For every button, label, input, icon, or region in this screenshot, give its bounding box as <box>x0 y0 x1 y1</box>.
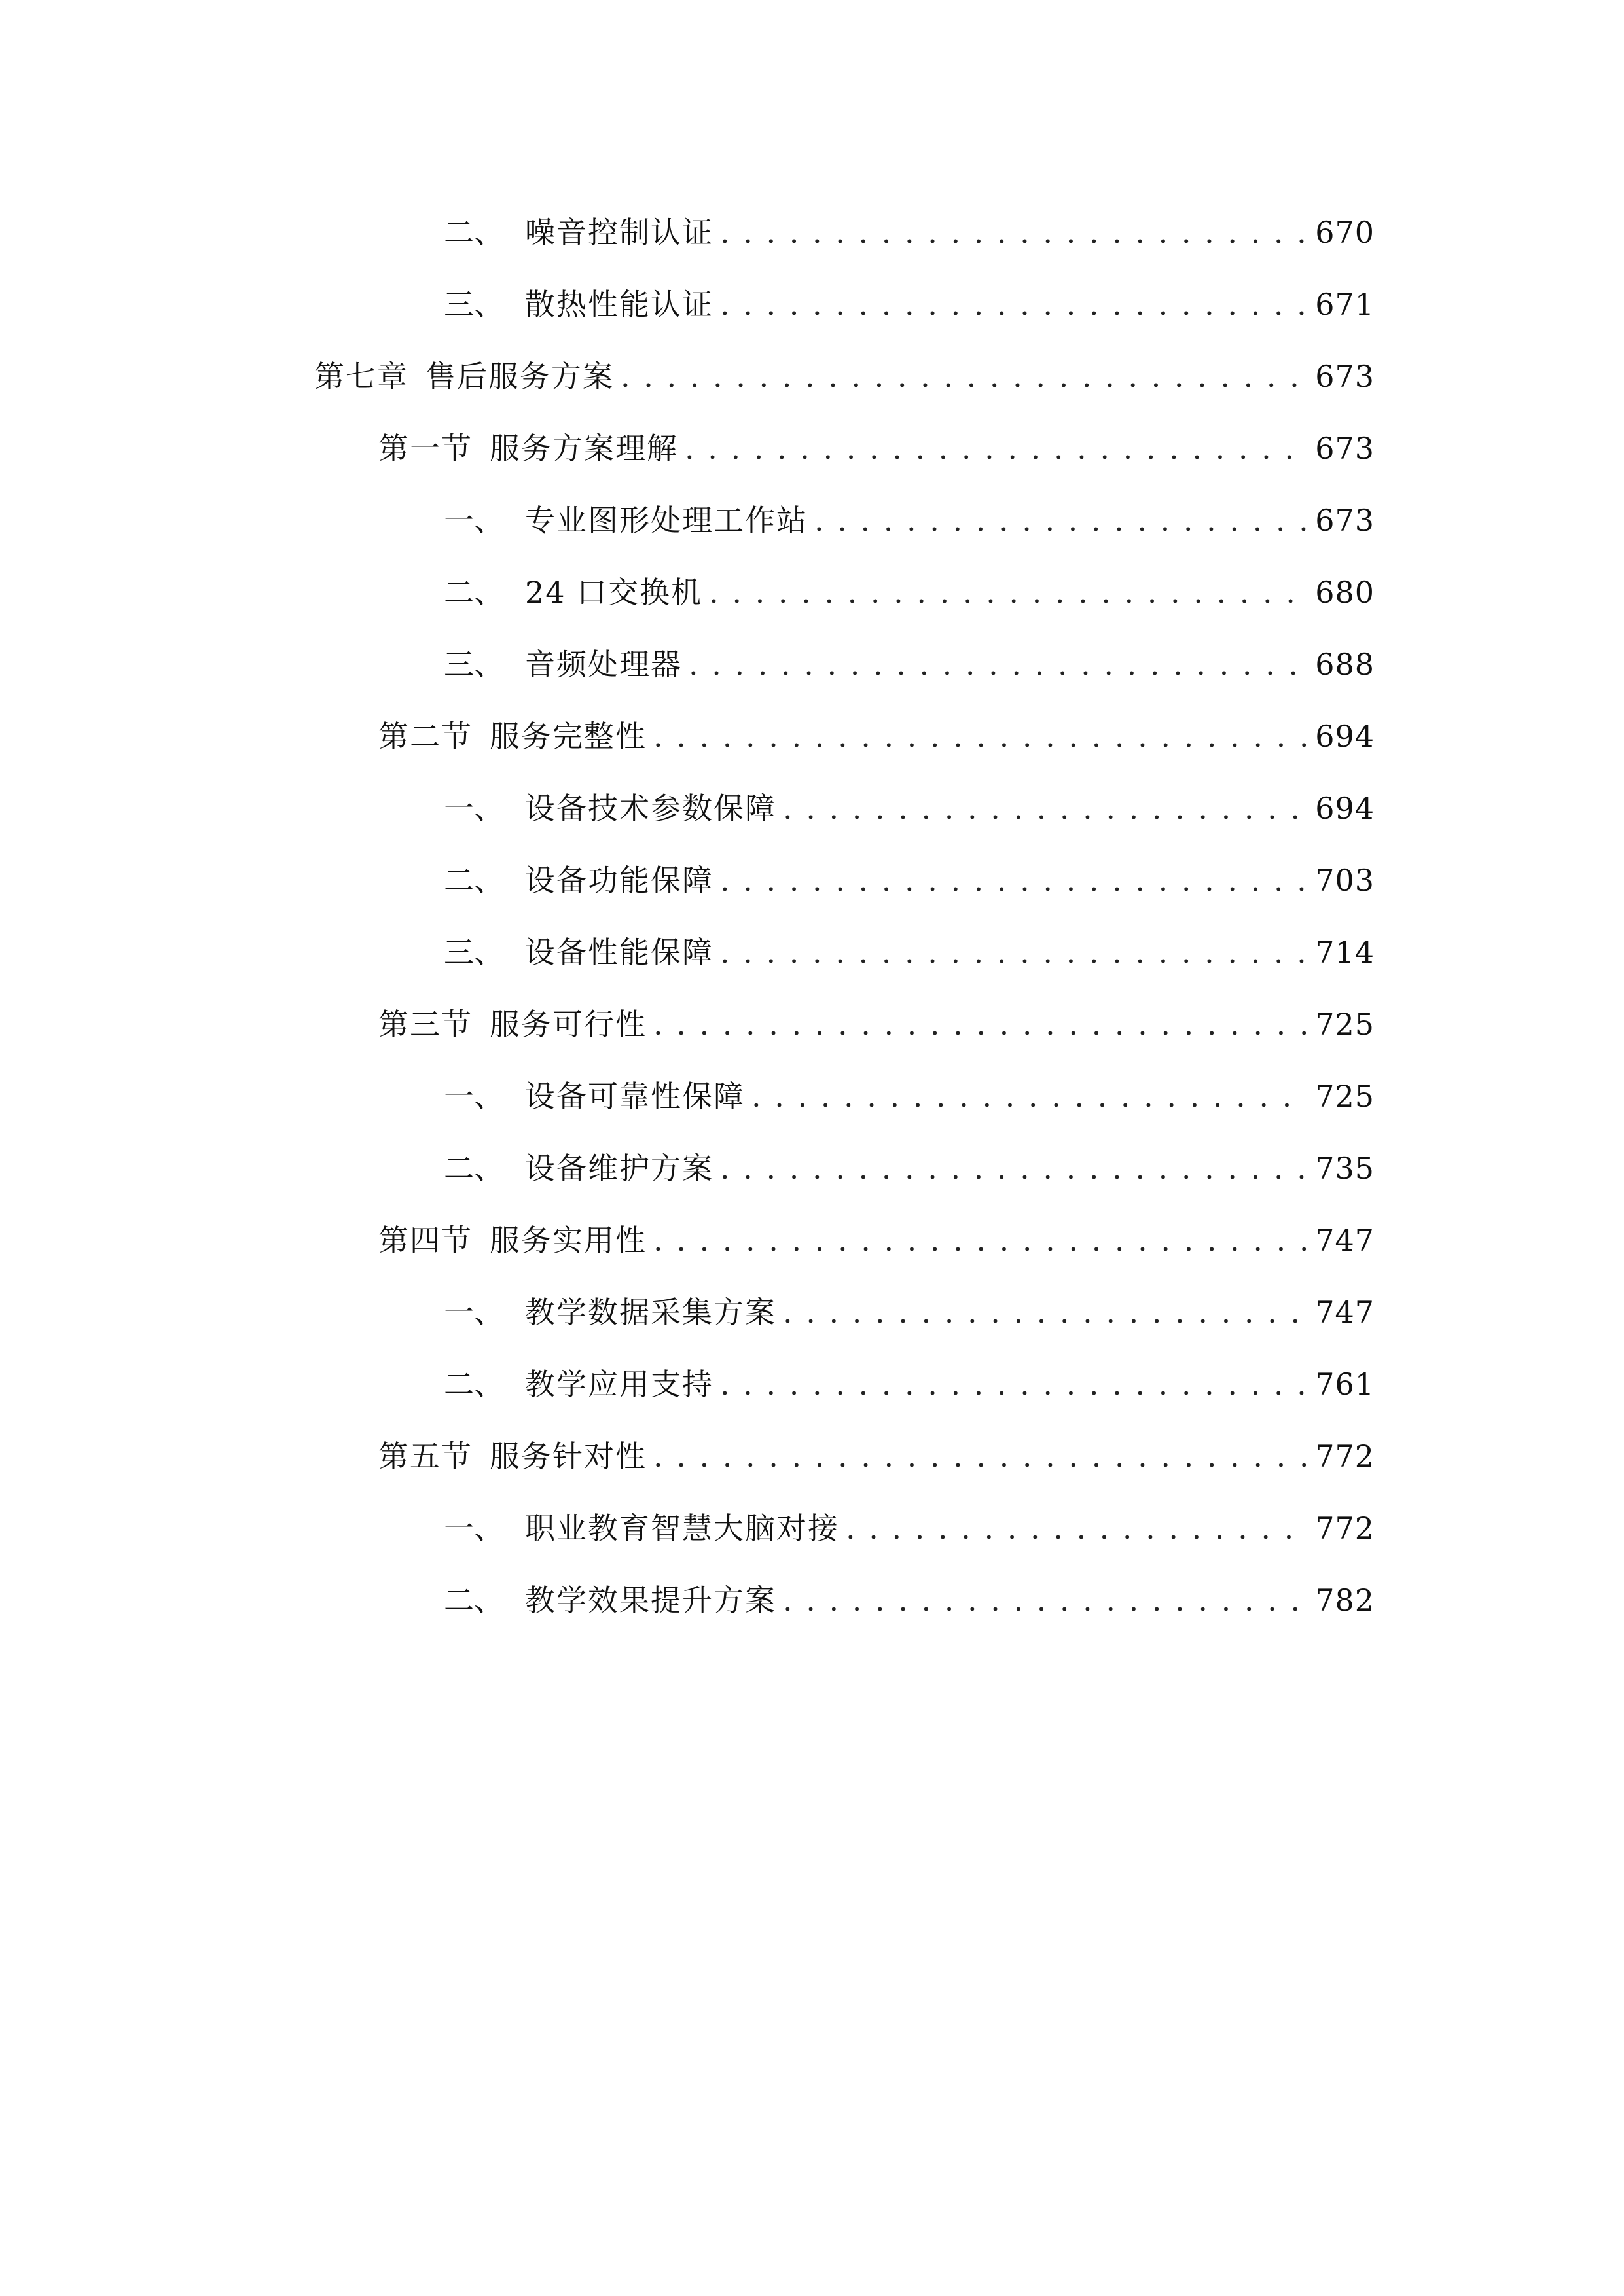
toc-entry[interactable] <box>0 196 1624 268</box>
toc-entry-title: 噪音控制认证 <box>525 215 713 250</box>
toc-entry-page: 782 <box>1315 1583 1375 1618</box>
toc-entry-title: 散热性能认证 <box>525 287 713 322</box>
toc-entry-page: 703 <box>1315 863 1375 898</box>
toc-entry[interactable] <box>0 772 1624 844</box>
toc-entry[interactable] <box>0 1060 1624 1132</box>
toc-dot-leader <box>709 577 1306 607</box>
toc-entry-number: 三、 <box>444 935 504 970</box>
toc-entry-number: 二、 <box>444 215 504 250</box>
toc-section-entry[interactable] <box>0 412 1624 484</box>
toc-entry[interactable] <box>0 556 1624 628</box>
toc-entry-number: 三、 <box>444 287 504 322</box>
toc-dot-leader <box>720 937 1306 967</box>
toc-entry-number: 一、 <box>444 1511 504 1546</box>
toc-entry-page: 761 <box>1315 1367 1375 1402</box>
toc-entry-title: 服务针对性 <box>490 1439 647 1474</box>
toc-entry[interactable] <box>0 268 1624 340</box>
toc-dot-leader <box>621 361 1306 391</box>
toc-entry-number: 一、 <box>444 503 504 538</box>
toc-section-number: 第一节 <box>378 431 473 466</box>
toc-entry[interactable] <box>0 1348 1624 1420</box>
toc-entry-page: 772 <box>1315 1439 1375 1474</box>
toc-entry[interactable] <box>0 1132 1624 1204</box>
toc-entry-title: 设备功能保障 <box>525 863 713 898</box>
toc-entry[interactable] <box>0 1492 1624 1564</box>
toc-entry-page: 694 <box>1315 719 1375 754</box>
toc-entry-title: 教学应用支持 <box>525 1367 713 1402</box>
toc-dot-leader <box>846 1513 1306 1543</box>
toc-dot-leader <box>783 793 1306 823</box>
toc-entry-number: 二、 <box>444 575 504 610</box>
toc-dot-leader <box>720 865 1306 895</box>
toc-entry-page: 688 <box>1315 647 1375 682</box>
toc-section-entry[interactable] <box>0 700 1624 772</box>
toc-entry-title: 教学数据采集方案 <box>525 1295 776 1330</box>
toc-dot-leader <box>685 433 1306 463</box>
toc-entry-page: 673 <box>1315 431 1375 466</box>
table-of-contents <box>0 196 1624 1636</box>
toc-dot-leader <box>720 1369 1306 1399</box>
toc-entry-page: 714 <box>1315 935 1375 970</box>
toc-entry[interactable] <box>0 484 1624 556</box>
toc-entry-title: 音频处理器 <box>525 647 682 682</box>
toc-entry-title: 服务完整性 <box>490 719 647 754</box>
toc-section-number: 第五节 <box>378 1439 473 1474</box>
toc-dot-leader <box>783 1297 1306 1327</box>
toc-section-entry[interactable] <box>0 1420 1624 1492</box>
toc-dot-leader <box>653 1009 1306 1039</box>
toc-entry[interactable] <box>0 916 1624 988</box>
toc-entry-number: 一、 <box>444 1295 504 1330</box>
toc-entry[interactable] <box>0 844 1624 916</box>
toc-entry-page: 671 <box>1315 287 1375 322</box>
toc-entry-title: 教学效果提升方案 <box>525 1583 776 1618</box>
toc-entry[interactable] <box>0 628 1624 700</box>
toc-entry-title: 服务可行性 <box>490 1007 647 1042</box>
toc-section-number: 第二节 <box>378 719 473 754</box>
toc-dot-leader <box>783 1585 1306 1615</box>
toc-entry-page: 725 <box>1315 1079 1375 1114</box>
toc-entry-number: 三、 <box>444 647 504 682</box>
toc-entry-page: 673 <box>1315 359 1375 394</box>
toc-dot-leader <box>689 649 1306 679</box>
toc-entry-page: 735 <box>1315 1151 1375 1186</box>
toc-entry-number: 一、 <box>444 791 504 826</box>
toc-section-entry[interactable] <box>0 988 1624 1060</box>
toc-entry-number: 一、 <box>444 1079 504 1114</box>
toc-entry-title: 设备可靠性保障 <box>525 1079 745 1114</box>
toc-entry-page: 725 <box>1315 1007 1375 1042</box>
toc-dot-leader <box>751 1081 1306 1111</box>
toc-entry-page: 673 <box>1315 503 1375 538</box>
toc-entry-title: 24 口交换机 <box>525 575 703 610</box>
toc-entry-title: 专业图形处理工作站 <box>525 503 808 538</box>
toc-entry-title: 职业教育智慧大脑对接 <box>525 1511 839 1546</box>
toc-dot-leader <box>720 217 1306 247</box>
toc-dot-leader <box>653 721 1306 751</box>
toc-dot-leader <box>720 1153 1306 1183</box>
toc-entry-title: 售后服务方案 <box>425 359 614 394</box>
toc-entry-number: 二、 <box>444 863 504 898</box>
toc-entry-page: 670 <box>1315 215 1375 250</box>
toc-entry-number: 二、 <box>444 1367 504 1402</box>
toc-entry-title: 设备性能保障 <box>525 935 713 970</box>
toc-section-entry[interactable] <box>0 1204 1624 1276</box>
toc-entry-title: 设备维护方案 <box>525 1151 713 1186</box>
toc-dot-leader <box>814 505 1306 535</box>
toc-entry-page: 694 <box>1315 791 1375 826</box>
toc-chapter-entry[interactable] <box>0 340 1624 412</box>
toc-entry[interactable] <box>0 1276 1624 1348</box>
toc-entry[interactable] <box>0 1564 1624 1636</box>
toc-chapter-number: 第七章 <box>314 359 408 394</box>
toc-entry-number: 二、 <box>444 1151 504 1186</box>
toc-entry-title: 设备技术参数保障 <box>525 791 776 826</box>
toc-dot-leader <box>653 1441 1306 1471</box>
toc-entry-page: 772 <box>1315 1511 1375 1546</box>
toc-entry-number: 二、 <box>444 1583 504 1618</box>
toc-dot-leader <box>653 1225 1306 1255</box>
toc-section-number: 第三节 <box>378 1007 473 1042</box>
toc-entry-title: 服务方案理解 <box>490 431 678 466</box>
toc-entry-page: 747 <box>1315 1295 1375 1330</box>
toc-entry-page: 747 <box>1315 1223 1375 1258</box>
toc-entry-page: 680 <box>1315 575 1375 610</box>
toc-dot-leader <box>720 289 1306 319</box>
toc-entry-title: 服务实用性 <box>490 1223 647 1258</box>
toc-section-number: 第四节 <box>378 1223 473 1258</box>
